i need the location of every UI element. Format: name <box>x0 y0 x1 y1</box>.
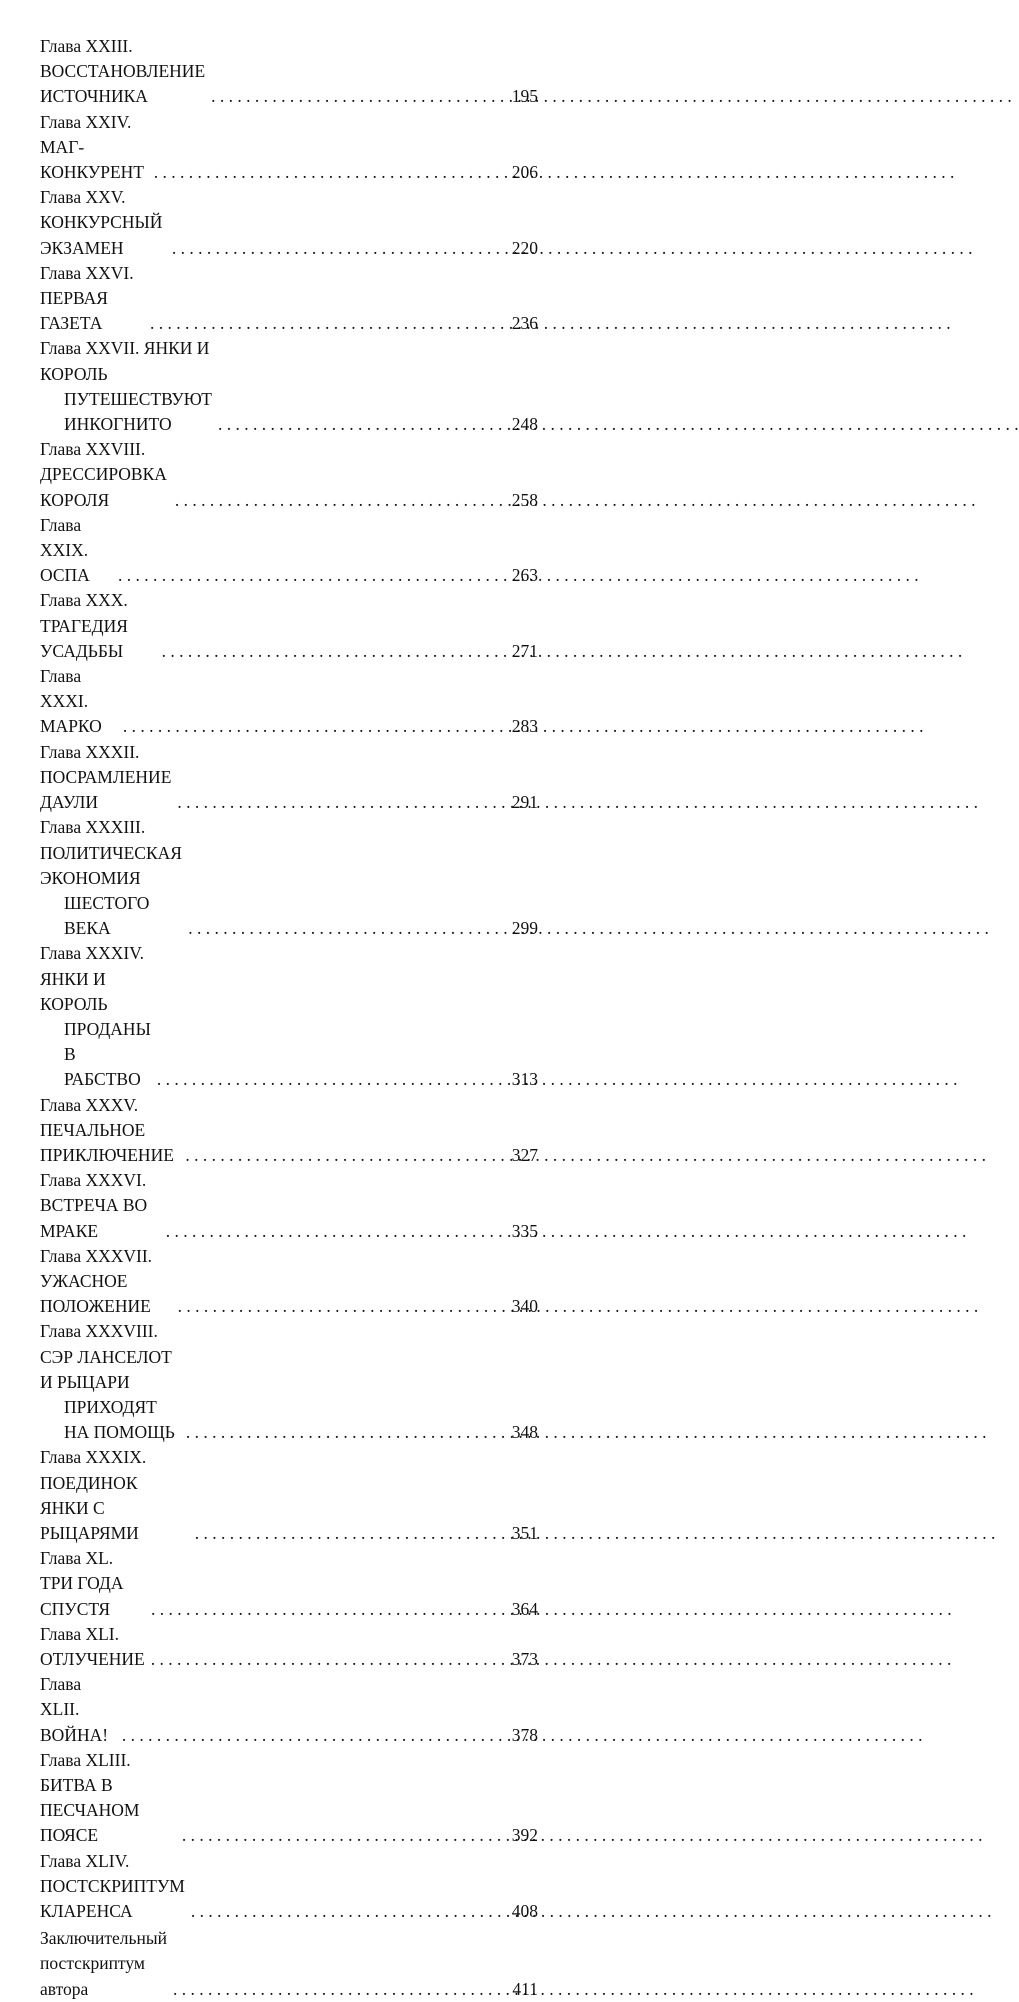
dot-leader <box>154 160 508 185</box>
toc-entry <box>40 941 538 1092</box>
chapter-number: Глава XXXV. <box>40 1094 139 1115</box>
toc-entry <box>40 336 538 437</box>
chapter-number: Глава XLI. <box>40 1623 120 1644</box>
table-of-contents <box>40 34 538 2002</box>
page-number: 378 <box>511 1724 538 1745</box>
dot-leader <box>188 916 507 941</box>
chapter-heading <box>40 338 209 383</box>
chapter-title: ЯНКИ И КОРОЛЬ <box>40 338 210 384</box>
chapter-title: ПОЕДИНОК ЯНКИ С РЫЦАРЯМИ <box>40 1472 139 1543</box>
dot-leader <box>218 412 508 437</box>
toc-entry-title <box>40 1168 160 1244</box>
dot-leader <box>175 488 508 513</box>
dot-leader <box>123 714 508 739</box>
toc-entry-title <box>40 1672 116 1748</box>
page-number: 327 <box>511 1144 538 1165</box>
chapter-title-continued: ПРИХОДЯТ НА ПОМОЩЬ <box>64 1396 175 1443</box>
chapter-heading <box>40 1095 174 1165</box>
dot-leader <box>173 1977 508 2002</box>
chapter-title: ПОЛИТИЧЕСКАЯ ЭКОНОМИЯ <box>40 842 182 888</box>
dot-leader <box>185 1143 507 1168</box>
chapter-number: Глава XXVII. <box>40 338 140 359</box>
chapter-title: ОСПА <box>40 565 90 586</box>
dot-leader <box>150 311 508 336</box>
chapter-title: БИТВА В ПЕСЧАНОМ ПОЯСЕ <box>40 1775 140 1846</box>
chapter-number: Глава XXIII. <box>40 36 133 56</box>
chapter-number: Глава XXXII. <box>40 741 140 762</box>
toc-entry <box>40 1546 538 1622</box>
page-number: 364 <box>511 1598 538 1619</box>
page-number: 348 <box>511 1422 538 1443</box>
page-number: 258 <box>511 489 538 510</box>
chapter-heading <box>40 1750 139 1846</box>
toc-entry <box>40 437 538 513</box>
page-number: 195 <box>511 86 538 107</box>
toc-entry <box>40 261 538 337</box>
toc-entry-final <box>40 1926 538 2002</box>
dot-leader <box>191 1899 508 1924</box>
toc-entry <box>40 664 538 740</box>
dot-leader <box>211 84 508 109</box>
chapter-title-continued: ШЕСТОГО ВЕКА <box>64 892 150 939</box>
page-number: 408 <box>511 1901 538 1922</box>
toc-entry-title <box>40 941 151 1092</box>
chapter-heading <box>40 187 162 257</box>
chapter-heading <box>40 817 182 887</box>
chapter-number: Глава XXVI. <box>40 262 134 283</box>
chapter-title: ДРЕССИРОВКА КОРОЛЯ <box>40 464 167 510</box>
chapter-heading <box>40 1851 185 1921</box>
chapter-heading <box>40 515 90 585</box>
dot-leader <box>178 1294 508 1319</box>
toc-entry-title <box>40 1622 145 1672</box>
chapter-title-continued: ПУТЕШЕСТВУЮТ ИНКОГНИТО <box>64 388 212 435</box>
chapter-heading <box>40 590 128 660</box>
toc-entry-title <box>40 185 166 261</box>
chapter-number: Глава XLIII. <box>40 1749 131 1770</box>
chapter-title: МАРКО <box>40 716 102 737</box>
chapter-number: Глава XLII. <box>40 1674 82 1720</box>
chapter-title: ТРИ ГОДА СПУСТЯ <box>40 1573 124 1619</box>
dot-leader <box>118 563 508 588</box>
chapter-title: УЖАСНОЕ ПОЛОЖЕНИЕ <box>40 1270 151 1317</box>
chapter-heading <box>40 1246 152 1316</box>
chapter-heading <box>40 742 171 812</box>
chapter-heading <box>40 1321 172 1391</box>
page-number: 236 <box>511 313 538 334</box>
chapter-number: Глава XXV. <box>40 187 126 208</box>
chapter-number: Глава XXVIII. <box>40 439 146 460</box>
toc-entry <box>40 34 538 110</box>
page-number: 248 <box>511 414 538 435</box>
dot-leader <box>172 236 508 261</box>
dot-leader <box>182 1823 508 1848</box>
toc-entry <box>40 740 538 816</box>
toc-entry <box>40 1093 538 1169</box>
chapter-title: ВСТРЕЧА ВО МРАКЕ <box>40 1195 148 1241</box>
toc-entry <box>40 1622 538 1672</box>
toc-entry-title <box>40 261 144 337</box>
chapter-number: Глава XXXIV. <box>40 943 144 964</box>
toc-entry <box>40 110 538 186</box>
chapter-number: Глава XXXIX. <box>40 1447 147 1468</box>
toc-entry-title <box>40 1319 180 1445</box>
toc-entry-title <box>40 110 148 186</box>
toc-entry-title <box>40 437 169 513</box>
chapter-heading <box>40 263 134 333</box>
chapter-title: КОНКУРСНЫЙ ЭКЗАМЕН <box>40 212 163 258</box>
toc-entry <box>40 1319 538 1445</box>
page-number: 411 <box>512 1978 538 1999</box>
page-number: 373 <box>511 1649 538 1669</box>
toc-entry <box>40 185 538 261</box>
page-number: 283 <box>511 716 538 737</box>
toc-entry <box>40 513 538 589</box>
chapter-number: Глава XXX. <box>40 590 128 611</box>
toc-entry-title <box>40 336 212 437</box>
page-number: 271 <box>511 640 538 661</box>
toc-entry <box>40 1445 538 1546</box>
chapter-heading <box>40 1624 145 1669</box>
chapter-title: ТРАГЕДИЯ УСАДЬБЫ <box>40 615 128 661</box>
chapter-heading <box>40 1548 123 1618</box>
toc-entry <box>40 1849 538 1925</box>
toc-entry <box>40 1168 538 1244</box>
chapter-title: ПЕРВАЯ ГАЗЕТА <box>40 288 108 334</box>
toc-entry-title <box>40 664 117 740</box>
page-number: 220 <box>511 237 538 258</box>
chapter-title: ВОССТАНОВЛЕНИЕ ИСТОЧНИКА <box>40 61 206 107</box>
dot-leader <box>122 1723 508 1748</box>
toc-entry-title <box>40 1748 176 1849</box>
toc-entry-title <box>40 1244 172 1320</box>
chapter-number: Глава XXXVIII. <box>40 1321 158 1342</box>
toc-entry-title <box>40 815 182 941</box>
chapter-title: СЭР ЛАНСЕЛОТ И РЫЦАРИ <box>40 1346 172 1392</box>
page-number: 291 <box>511 792 538 813</box>
toc-entry-title <box>40 588 156 664</box>
toc-entry <box>40 1244 538 1320</box>
toc-entry-title <box>40 34 205 110</box>
chapter-number: Глава XL. <box>40 1548 114 1569</box>
dot-leader <box>157 1067 508 1092</box>
page-number: 392 <box>511 1825 538 1846</box>
chapter-title: ПОСТСКРИПТУМ КЛАРЕНСА <box>40 1875 185 1922</box>
dot-leader <box>151 1647 508 1672</box>
chapter-heading <box>40 943 144 1013</box>
chapter-number: Глава XXIV. <box>40 111 132 132</box>
dot-leader <box>186 1420 508 1445</box>
chapter-number: Глава XXXVII. <box>40 1245 153 1266</box>
chapter-heading <box>40 1674 108 1744</box>
toc-entry <box>40 1672 538 1748</box>
chapter-title: ПОСРАМЛЕНИЕ ДАУЛИ <box>40 766 172 813</box>
page-number: 299 <box>511 918 538 939</box>
chapter-title: ОТЛУЧЕНИЕ <box>40 1649 145 1669</box>
chapter-number: Глава XXIX. <box>40 514 89 561</box>
dot-leader <box>177 790 507 815</box>
chapter-title: ЯНКИ И КОРОЛЬ <box>40 968 108 1014</box>
page-number: 351 <box>511 1522 538 1543</box>
toc-entry-title <box>40 1093 179 1169</box>
page-number: 206 <box>511 162 538 183</box>
dot-leader <box>195 1521 508 1546</box>
toc-entry-title <box>40 740 171 816</box>
chapter-heading <box>40 439 167 509</box>
toc-entry <box>40 1748 538 1849</box>
page-number: 335 <box>511 1220 538 1241</box>
afterword-title: Заключительный постскриптум автора <box>40 1928 167 1999</box>
dot-leader <box>166 1219 508 1244</box>
chapter-title: ПЕЧАЛЬНОЕ ПРИКЛЮЧЕНИЕ <box>40 1119 174 1165</box>
toc-entry-title <box>40 1546 145 1622</box>
chapter-heading <box>40 1447 146 1543</box>
chapter-title: ВОЙНА! <box>40 1724 109 1745</box>
page-number: 313 <box>511 1069 538 1090</box>
toc-entry <box>40 815 538 941</box>
page-number: 340 <box>511 1296 538 1317</box>
toc-entry-title <box>40 1445 189 1546</box>
chapter-number: Глава XXXIII. <box>40 817 146 838</box>
chapter-title: МАГ-КОНКУРЕНТ <box>40 136 144 183</box>
toc-entry-title <box>40 513 112 589</box>
dot-leader <box>151 1597 508 1622</box>
chapter-heading <box>40 36 205 106</box>
toc-entry-title <box>40 1849 185 1925</box>
chapter-number: Глава XLIV. <box>40 1850 130 1871</box>
chapter-number: Глава XXXI. <box>40 666 89 712</box>
toc-entry <box>40 588 538 664</box>
page-number: 263 <box>511 565 538 586</box>
chapter-title-continued: ПРОДАНЫ В РАБСТВО <box>64 1018 151 1090</box>
dot-leader <box>162 639 508 664</box>
chapter-heading <box>40 112 144 182</box>
chapter-number: Глава XXXVI. <box>40 1170 147 1191</box>
chapter-heading <box>40 1170 147 1240</box>
chapter-heading <box>40 666 102 736</box>
